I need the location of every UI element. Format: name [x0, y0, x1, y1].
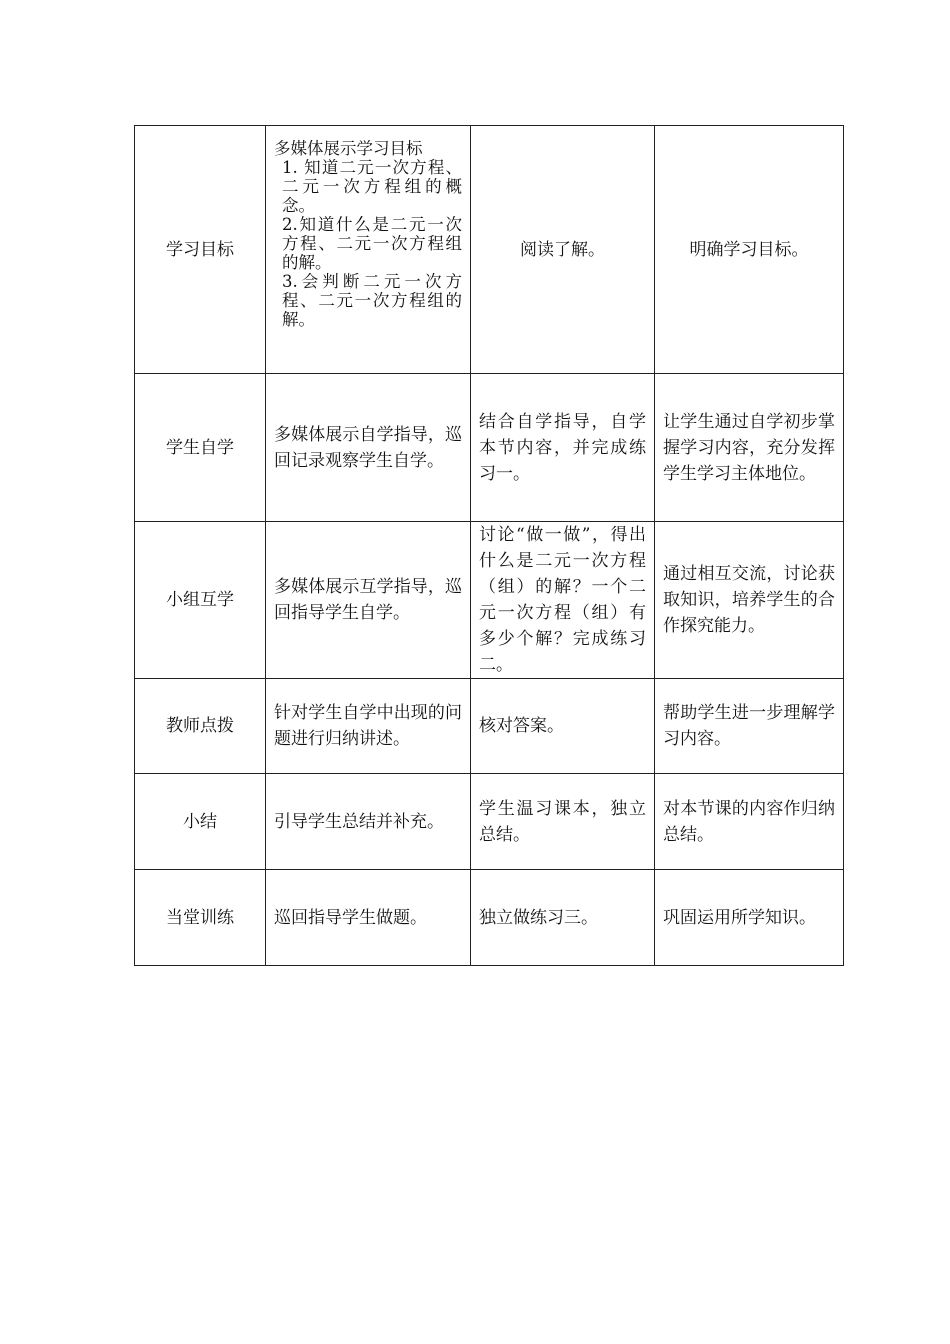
- teacher-activity-cell: 多媒体展示自学指导，巡回记录观察学生自学。: [266, 374, 471, 522]
- teacher-activity-cell: 引导学生总结并补充。: [266, 774, 471, 870]
- student-activity-cell: 结合自学指导，自学本节内容，并完成练习一。: [471, 374, 655, 522]
- table-row: [135, 870, 844, 966]
- stage-cell: 小结: [135, 774, 266, 870]
- design-intent-cell: 让学生通过自学初步掌握学习内容，充分发挥学生学习主体地位。: [655, 374, 844, 522]
- goal-item: 2.知道什么是二元一次方程、二元一次方程组的解。: [282, 215, 462, 272]
- table-row: [135, 374, 844, 522]
- teacher-activity-cell: 多媒体展示互学指导，巡回指导学生自学。: [266, 522, 471, 679]
- design-intent-cell: 明确学习目标。: [655, 126, 844, 374]
- design-intent-cell: 巩固运用所学知识。: [655, 870, 844, 966]
- stage-cell: 教师点拨: [135, 679, 266, 774]
- design-intent-cell: 对本节课的内容作归纳总结。: [655, 774, 844, 870]
- student-activity-cell: 阅读了解。: [471, 126, 655, 374]
- design-intent-cell: 通过相互交流，讨论获取知识，培养学生的合作探究能力。: [655, 522, 844, 679]
- stage-cell: 当堂训练: [135, 870, 266, 966]
- goal-item: 1. 知道二元一次方程、二元一次方程组的概念。: [282, 158, 462, 215]
- goal-heading: 多媒体展示学习目标: [274, 139, 423, 158]
- student-activity-cell: 独立做练习三。: [471, 870, 655, 966]
- table-row: [135, 126, 844, 374]
- student-activity-cell: 学生温习课本，独立总结。: [471, 774, 655, 870]
- student-activity-cell: 讨论“做一做”，得出什么是二元一次方程（组）的解？一个二元一次方程（组）有多少个解？完成练习二。: [471, 522, 655, 679]
- teacher-activity-cell: 巡回指导学生做题。: [266, 870, 471, 966]
- table-row: [135, 774, 844, 870]
- design-intent-cell: 帮助学生进一步理解学习内容。: [655, 679, 844, 774]
- teacher-activity-cell: 针对学生自学中出现的问题进行归纳讲述。: [266, 679, 471, 774]
- stage-cell: 小组互学: [135, 522, 266, 679]
- table-row: [135, 679, 844, 774]
- student-activity-cell: 核对答案。: [471, 679, 655, 774]
- teacher-activity-cell: [266, 126, 471, 374]
- goal-item: 3.会判断二元一次方程、二元一次方程组的解。: [282, 272, 462, 329]
- table-row: [135, 522, 844, 679]
- stage-cell: 学生自学: [135, 374, 266, 522]
- stage-cell: 学习目标: [135, 126, 266, 374]
- lesson-plan-table: [134, 125, 844, 966]
